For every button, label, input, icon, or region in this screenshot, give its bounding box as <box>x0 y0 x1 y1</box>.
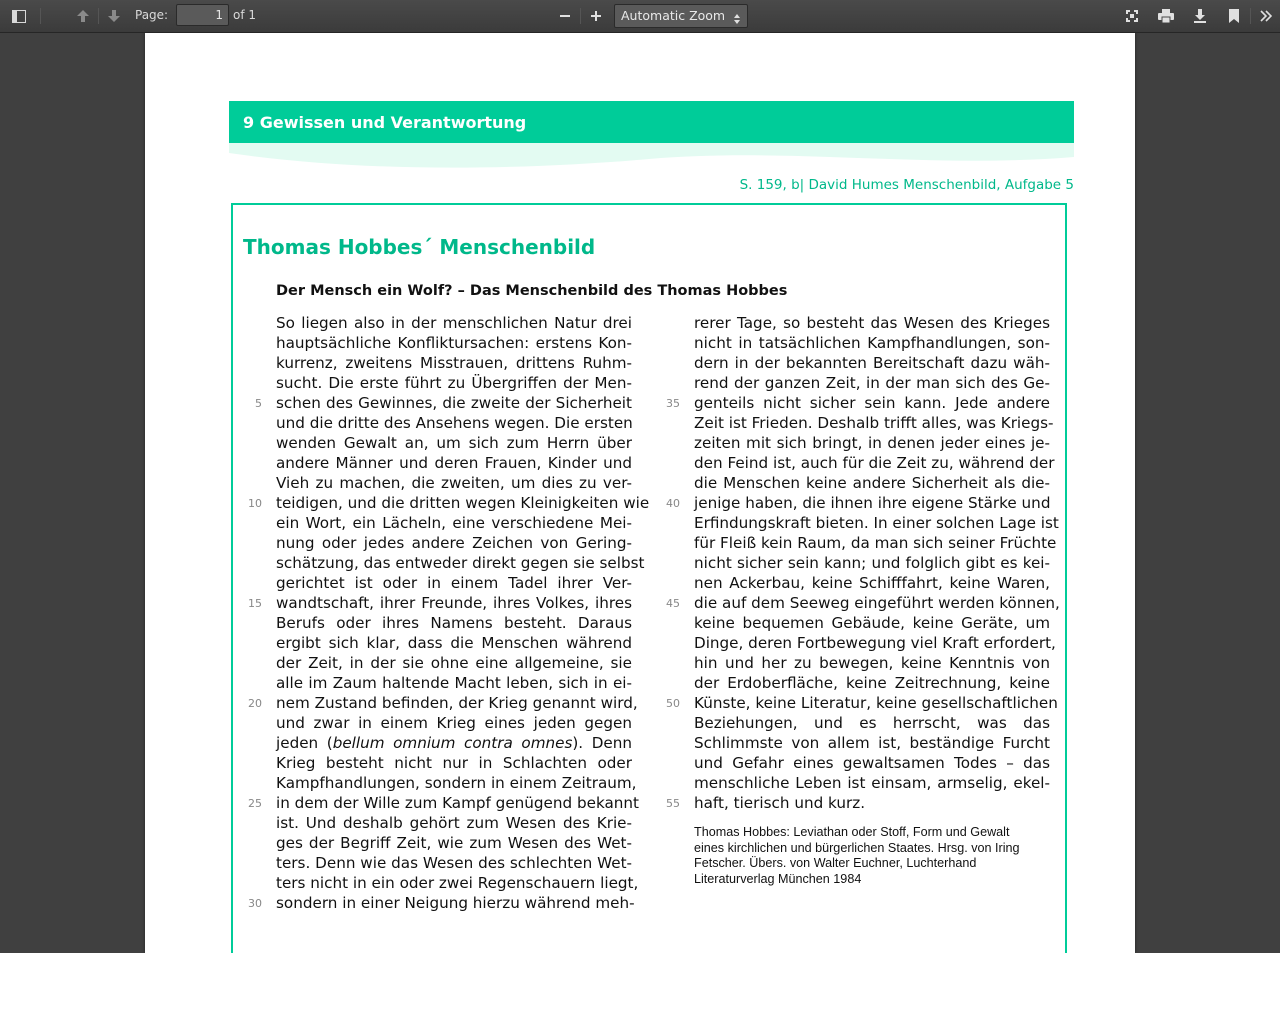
select-arrows-icon <box>733 10 741 32</box>
print-button[interactable] <box>1156 6 1176 26</box>
line-number: 40 <box>666 497 680 510</box>
viewer-toolbar <box>0 0 1280 33</box>
text-line: nicht in tatsächlichen Kampfhandlungen, son- <box>694 334 1050 352</box>
text-line: Vieh zu machen, die zweiten, um dies zu ver- <box>276 474 632 492</box>
viewer-footer-area <box>0 953 1280 1024</box>
text-line: Beziehungen, und es herrscht, was das <box>694 714 1050 732</box>
text-line: ges der Begriff Zeit, wie zum Wesen des Wet- <box>276 834 632 852</box>
text-line: nung oder jedes andere Zeichen von Gering- <box>276 534 632 552</box>
page-label: Page: <box>135 8 169 22</box>
text-line: und Gefahr eines gewaltsamen Todes – das <box>694 754 1050 772</box>
line-number: 10 <box>248 497 262 510</box>
line-number: 15 <box>248 597 262 610</box>
text-line: hin und her zu bewegen, keine Kenntnis von <box>694 654 1050 672</box>
zoom-out-button[interactable] <box>555 6 575 26</box>
zoom-in-button[interactable] <box>586 6 606 26</box>
text-line: nem Zustand befinden, der Krieg genannt wird, <box>276 694 638 712</box>
text-line: ist. Und deshalb gehört zum Wesen des Krie- <box>276 814 632 832</box>
line-number: 20 <box>248 697 262 710</box>
decorative-wave <box>229 143 1074 175</box>
text-line: schen des Gewinnes, die zweite der Sicherheit <box>276 394 632 412</box>
text-line: kurrenz, zweitens Misstrauen, drittens Ruhm- <box>276 354 632 372</box>
text-line: und die dritte des Ansehens wegen. Die ersten <box>276 414 633 432</box>
text-line: jenige haben, die ihnen ihre eigene Stärke und <box>694 494 1051 512</box>
text-line: ters nicht in ein oder zwei Regenschauern liegt, <box>276 874 639 892</box>
next-page-button[interactable] <box>104 6 124 26</box>
citation-line: Fetscher. Übers. von Walter Euchner, Luchterhand <box>694 856 977 870</box>
text-line: Künste, keine Literatur, keine gesellschaftlichen <box>694 694 1058 712</box>
text-line: teidigen, und die dritten wegen Kleinigkeiten wie <box>276 494 650 512</box>
tools-button[interactable] <box>1256 6 1276 26</box>
text-line: wenden Gewalt an, um sich zum Herrn über <box>276 434 632 452</box>
text-line: Kampfhandlungen, sondern in einem Zeitraum, <box>276 774 637 792</box>
bookmark-button[interactable] <box>1224 6 1244 26</box>
text-line: keine bequemen Gebäude, keine Geräte, um <box>694 614 1050 632</box>
text-line: Zeit ist Frieden. Deshalb trifft alles, was Kriegs- <box>694 414 1054 432</box>
document-viewer[interactable] <box>0 33 1280 953</box>
text-line: alle im Zaum haltende Macht leben, sich in ei- <box>276 674 632 692</box>
right-text-column <box>694 313 1060 813</box>
text-line: hauptsächliche Konfliktursachen: erstens Kon- <box>276 334 632 352</box>
minus-icon <box>559 10 571 22</box>
text-line: dern in der bekannten Bereitschaft dazu wäh- <box>694 354 1050 372</box>
source-reference: S. 159, b| David Humes Menschenbild, Aufgabe 5 <box>739 177 1074 193</box>
line-number: 55 <box>666 797 680 810</box>
citation-line: Thomas Hobbes: Leviathan oder Stoff, Form und Gewalt <box>694 825 1010 839</box>
text-line: gerichtet ist oder in einem Tadel ihrer Ver- <box>276 574 632 592</box>
line-number: 5 <box>255 397 262 410</box>
previous-page-button[interactable] <box>73 6 93 26</box>
text-line: sucht. Die erste führt zu Übergriffen der Men- <box>276 374 632 392</box>
text-line: Erfindungskraft bieten. In einer solchen Lage ist <box>694 514 1059 532</box>
page-number-input[interactable] <box>176 4 229 26</box>
text-line: So liegen also in der menschlichen Natur drei <box>276 314 632 332</box>
text-line: ters. Denn wie das Wesen des schlechten Wet- <box>276 854 632 872</box>
text-line: den Feind ist, auch für die Zeit zu, während der <box>694 454 1055 472</box>
line-number: 35 <box>666 397 680 410</box>
text-line: rend der ganzen Zeit, in der man sich des Ge- <box>694 374 1050 392</box>
page-heading: Thomas Hobbes´ Menschenbild <box>243 235 596 259</box>
text-line: haft, tierisch und kurz. <box>694 794 866 812</box>
text-line: genteils nicht sicher sein kann. Jede andere <box>694 394 1050 412</box>
text-line: rerer Tage, so besteht das Wesen des Krieges <box>694 314 1050 332</box>
source-citation <box>694 825 1054 887</box>
bookmark-icon <box>1229 9 1239 23</box>
zoom-select[interactable] <box>614 4 748 28</box>
text-line: der Erdoberfläche, keine Zeitrechnung, keine <box>694 674 1050 692</box>
left-text-column <box>276 313 650 913</box>
text-line: für Fleiß kein Raum, da man sich seiner Früchte <box>694 534 1057 552</box>
text-subheading: Der Mensch ein Wolf? – Das Menschenbild des Thomas Hobbes <box>276 283 788 299</box>
text-line: Berufs oder ihres Namens besteht. Daraus <box>276 614 632 632</box>
text-line: jeden (bellum omnium contra omnes). Denn <box>276 734 632 752</box>
text-line: nicht sicher sein kann; und folglich gibt es kei- <box>694 554 1050 572</box>
text-line: andere Männer und deren Frauen, Kinder und <box>276 454 632 472</box>
text-line: in dem der Wille zum Kampf genügend bekannt <box>276 794 640 812</box>
download-button[interactable] <box>1190 6 1210 26</box>
page-count: of 1 <box>233 8 257 22</box>
citation-line: eines kirchlichen und bürgerlichen Staates. Hrsg. von Iring <box>694 840 1020 855</box>
line-number: 45 <box>666 597 680 610</box>
double-chevron-right-icon <box>1260 10 1272 22</box>
sidebar-toggle-button[interactable] <box>8 6 30 26</box>
text-line: Schlimmste von allem ist, beständige Furcht <box>694 734 1050 752</box>
plus-icon <box>590 10 602 22</box>
text-line: sondern in einer Neigung hierzu während meh- <box>276 894 635 912</box>
citation-line: Literaturverlag München 1984 <box>694 871 862 886</box>
text-line: ergibt sich klar, dass die Menschen während <box>276 634 632 652</box>
line-number: 50 <box>666 697 680 710</box>
presentation-mode-button[interactable] <box>1122 6 1142 26</box>
text-line: nen Ackerbau, keine Schifffahrt, keine Waren, <box>694 574 1050 592</box>
chapter-band <box>229 101 1074 143</box>
download-icon <box>1193 9 1207 23</box>
fullscreen-icon <box>1125 9 1139 23</box>
line-number: 30 <box>248 897 262 910</box>
text-line: und zwar in einem Krieg eines jeden gegen <box>276 714 632 732</box>
chapter-title: 9 Gewissen und Verantwortung <box>243 113 527 132</box>
pdf-page <box>145 33 1135 953</box>
text-line: schätzung, das entweder direkt gegen sie selbst <box>276 554 645 572</box>
text-line: Dinge, deren Fortbewegung viel Kraft erfordert, <box>694 634 1056 652</box>
text-line: menschliche Leben ist einsam, armselig, ekel- <box>694 774 1050 792</box>
text-line: Krieg besteht nicht nur in Schlachten oder <box>276 754 632 772</box>
arrow-down-icon <box>107 9 121 23</box>
text-line: wandtschaft, ihrer Freunde, ihres Volkes, ihres <box>276 594 632 612</box>
zoom-select-value: Automatic Zoom <box>621 8 726 23</box>
sidebar-toggle-icon <box>12 10 26 23</box>
print-icon <box>1158 9 1174 23</box>
text-line: ein Wort, ein Lächeln, eine verschiedene Mei- <box>276 514 632 532</box>
line-number: 25 <box>248 797 262 810</box>
text-line: der Zeit, in der sie ohne eine allgemeine, sie <box>276 654 632 672</box>
arrow-up-icon <box>76 9 90 23</box>
text-line: die auf dem Seeweg eingeführt werden können, <box>694 594 1060 612</box>
text-line: zeiten mit sich bringt, in denen jeder eines je- <box>694 434 1050 452</box>
text-line: die Menschen keine andere Sicherheit als die- <box>694 474 1050 492</box>
